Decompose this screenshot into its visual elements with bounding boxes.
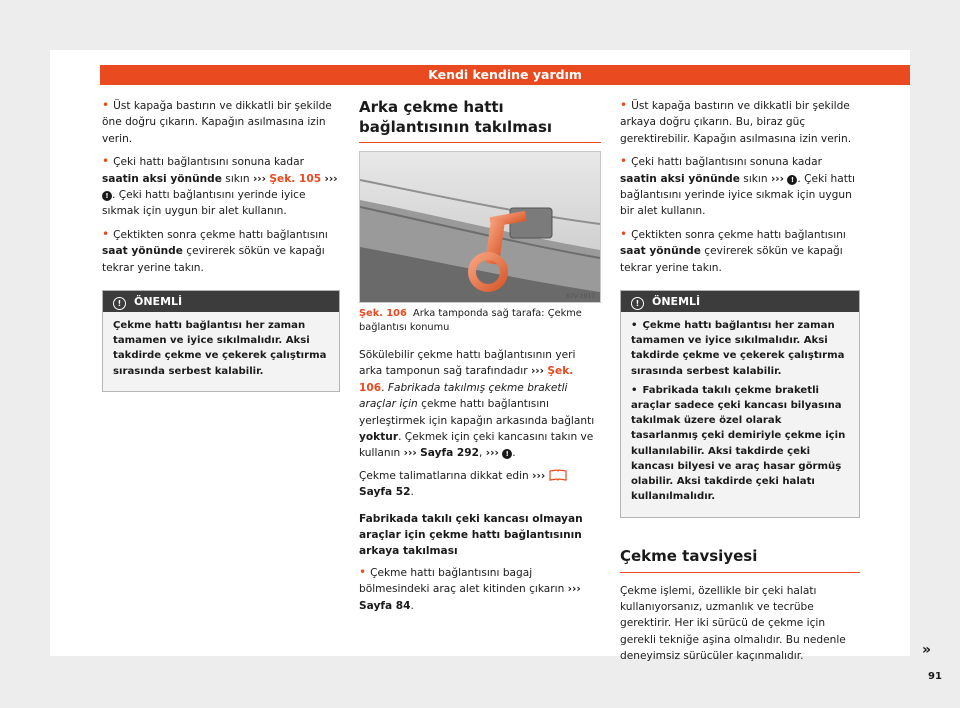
list-item: • Çektikten sonra çekme hattı bağlantısını saat yönünde çevirerek sökün ve kapağı tekrar yerine takın.	[102, 226, 340, 276]
figure-ref-link[interactable]: Şek. 105	[269, 172, 322, 185]
warning-mark-icon[interactable]: !	[787, 175, 797, 185]
section-title: Arka çekme hattı bağlantısının takılması	[359, 97, 601, 143]
bullet-icon	[359, 567, 370, 579]
page-ref-link[interactable]: Sayfa 84	[359, 599, 411, 612]
paragraph: Sökülebilir çekme hattı bağlantısının yeri arka tamponun sağ tarafındadır ››› Şek. 106. Fabrikada takılmış çekme braketli araçlar için çekme hattı bağlantısını yerleştirmek için kapağın arkasında bağlantı yoktur. Çekmek için çeki kancasını takın ve kullanın ››› Sayfa 292, ››› ! .	[359, 349, 595, 460]
bullet-icon	[102, 156, 113, 168]
figure-tow-hook	[359, 151, 601, 303]
continue-marker: »	[922, 642, 932, 658]
warning-mark-icon[interactable]: !	[502, 449, 512, 459]
list-item: • Üst kapağa bastırın ve dikkatli bir şekilde öne doğru çıkarın. Kapağın asılmasına izin verin.	[102, 97, 340, 147]
warning-icon: !	[113, 297, 126, 310]
warning-header: ! ÖNEMLİ	[621, 291, 859, 312]
section-title: Çekme tavsiyesi	[620, 546, 860, 573]
list-item: • Çektikten sonra çekme hattı bağlantısını saat yönünde çevirerek sökün ve kapağı tekrar yerine takın.	[620, 226, 860, 276]
column-1	[102, 97, 340, 392]
chapter-header: Kendi kendine yardım	[100, 65, 910, 85]
page	[50, 50, 942, 682]
list-item: • Çekme hattı bağlantısını bagaj bölmesindeki araç alet kitinden çıkarın ››› Sayfa 84.	[359, 564, 601, 614]
figure-ref-link[interactable]: Şek. 106	[359, 365, 574, 394]
warning-header: ! ÖNEMLİ	[103, 291, 339, 312]
figure-code: B7V-1017	[566, 293, 596, 300]
subheading: Fabrikada takılı çeki kancası olmayan araçlar için çekme hattı bağlantısının arkaya takılması	[359, 512, 583, 558]
paragraph: Çekme işlemi, özellikle bir çeki halatı kullanıyorsanız, uzmanlık ve tecrübe gerektirir. Her iki sürücü de çekme için gerekli tekniğe aşina olmalıdır. Bu nedenle deneyimsiz sürücüler kaçınmalıdır.	[620, 584, 846, 663]
tow-hook-illustration	[360, 152, 600, 302]
warning-box	[620, 290, 860, 517]
bullet-icon	[102, 229, 113, 241]
list-item: • Üst kapağa bastırın ve dikkatli bir şekilde arkaya doğru çıkarın. Bu, biraz güç gerektirebilir. Kapağın asılmasına izin verin.	[620, 97, 860, 147]
column-2	[359, 97, 601, 620]
figure-caption: Şek. 106 Arka tamponda sağ tarafa: Çekme bağlantısı konumu	[359, 308, 582, 333]
paragraph: Çekme talimatlarına dikkat edin ››› Sayfa 52.	[359, 468, 601, 501]
page-ref-link[interactable]: Sayfa 52	[359, 486, 411, 499]
bullet-icon	[620, 100, 631, 112]
bullet-icon	[620, 229, 631, 241]
page-number: 91	[928, 671, 942, 682]
warning-icon: !	[631, 297, 644, 310]
bullet-icon	[620, 156, 631, 168]
bullet-icon	[102, 100, 113, 112]
warning-body: • Çekme hattı bağlantısı her zaman tamamen ve iyice sıkılmalıdır. Aksi takdirde çekme ve çekerek çalıştırma sırasında serbest kalabilir. • Fabrikada takılı çekme braketli araçlar sadece çeki kancası bilyasına takılmak üzere özel olarak tasarlanmış çeki demiriyle çekme için kullanılabilir. Aksi takdirde çeki kancası bilyesi ve araç hasar görmüş olabilir. Aksi takdirde çeki halatı kullanılmalıdır.	[621, 312, 859, 516]
page-ref-link[interactable]: Sayfa 292	[420, 447, 480, 460]
warning-mark-icon[interactable]: !	[102, 191, 112, 201]
list-item: • Çeki hattı bağlantısını sonuna kadar saatin aksi yönünde sıkın ››› ! . Çeki hattı bağlantısını yerinde iyice sıkmak için uygun bir alet kullanın.	[620, 153, 860, 220]
book-icon	[549, 469, 567, 481]
warning-box	[102, 290, 340, 392]
list-item: • Çeki hattı bağlantısını sonuna kadar saatin aksi yönünde sıkın ››› Şek. 105 ››› ! . Çeki hattı bağlantısını yerinde iyice sıkmak için uygun bir alet kullanın.	[102, 153, 340, 220]
column-3	[620, 97, 860, 671]
warning-body: Çekme hattı bağlantısı her zaman tamamen ve iyice sıkılmalıdır. Aksi takdirde çekme ve çekerek çalıştırma sırasında serbest kalabilir.	[113, 320, 327, 377]
